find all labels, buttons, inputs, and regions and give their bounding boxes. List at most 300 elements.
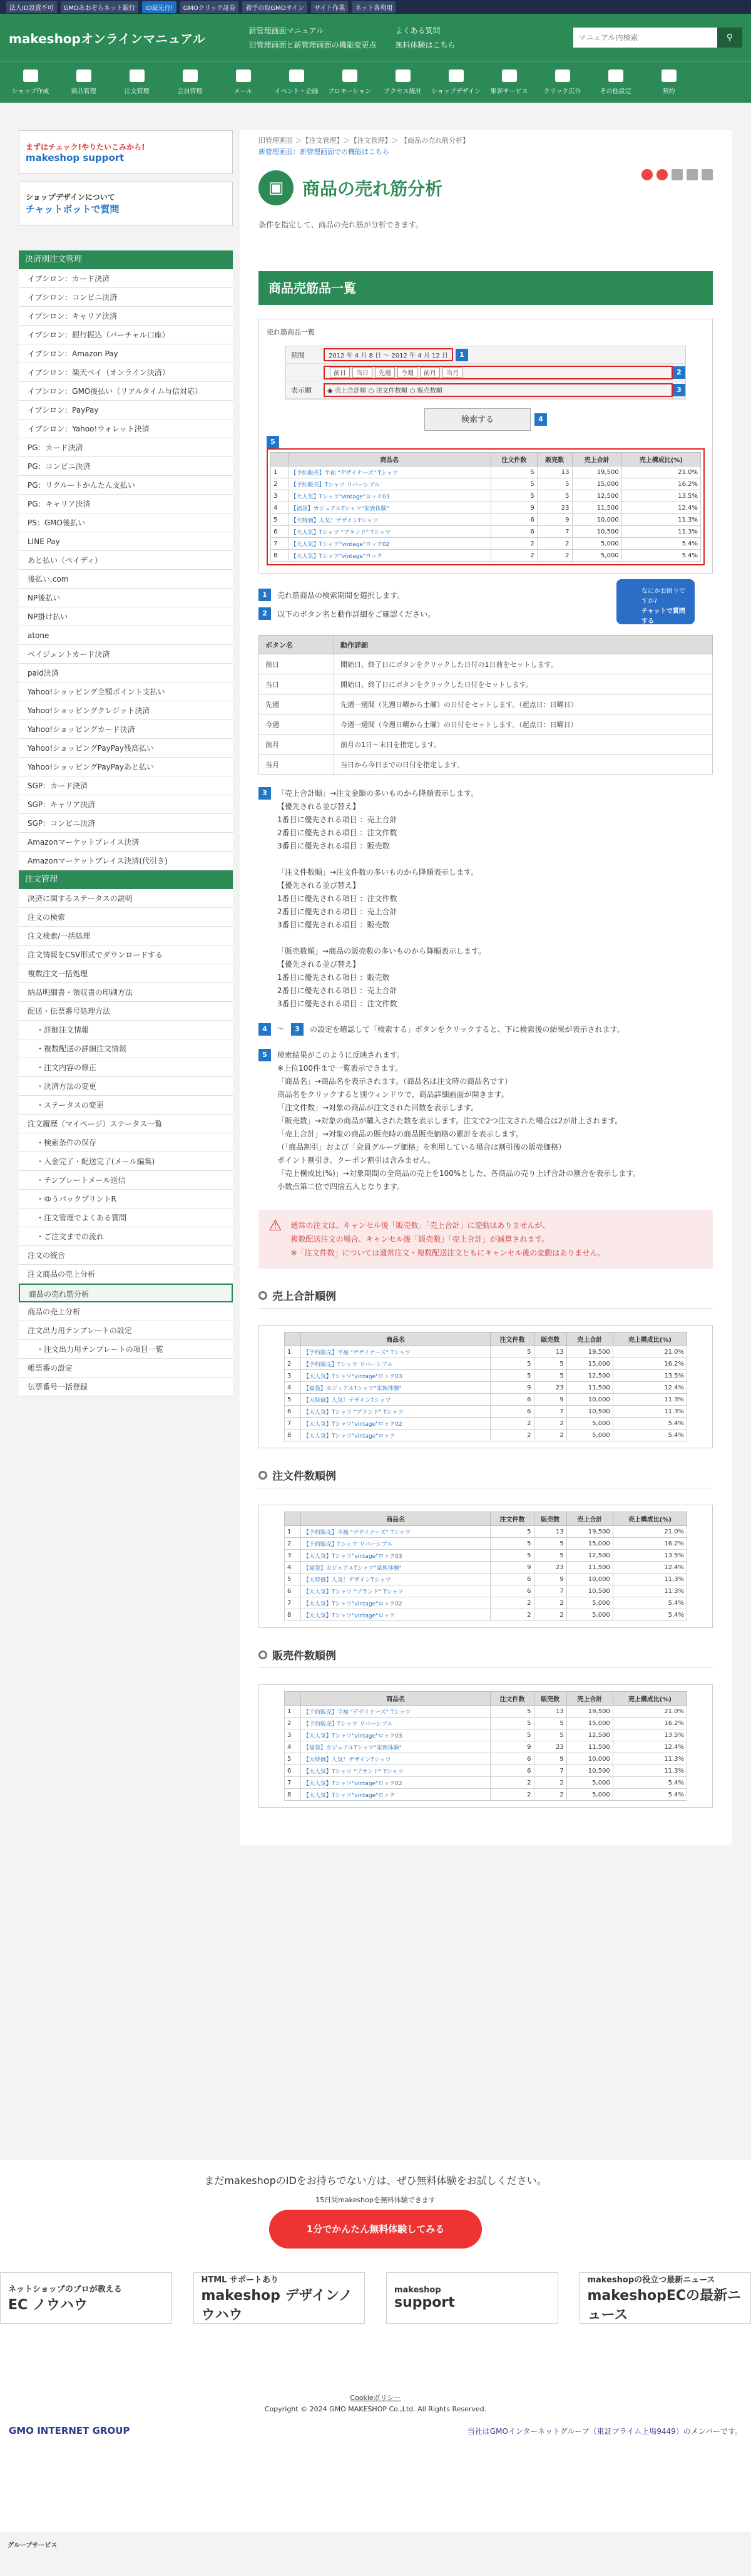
sidebar-item[interactable]: Yahoo!ショッピングクレジット決済	[19, 701, 233, 720]
cookie-policy-link[interactable]: Cookieポリシー	[350, 2394, 401, 2402]
sidebar-item[interactable]: 帳票番の設定	[19, 1359, 233, 1378]
free-trial-button[interactable]: 1分でかんたん無料体験してみる	[269, 2210, 482, 2249]
banner-line: ネットショップのプロが教える	[8, 2285, 122, 2294]
table-row	[285, 1358, 687, 1370]
cell-ratio: 5.4%	[613, 1430, 687, 1441]
product-link[interactable]: 【大人気】Tシャツ"vintage"ロック02	[288, 538, 491, 550]
row-index: 6	[285, 1765, 301, 1777]
footer-banner[interactable]	[386, 2272, 558, 2324]
cell-orders: 9	[491, 1741, 534, 1753]
cell-ratio: 21.0%	[621, 466, 700, 478]
sidebar-item[interactable]: 決済に関するステータスの説明	[19, 889, 233, 908]
cell-orders: 2	[491, 1777, 534, 1789]
cell-orders: 5	[491, 1729, 534, 1741]
search-button[interactable]	[717, 28, 742, 48]
product-link[interactable]: 【予約販売】半袖 "デザイナーズ" Tシャツ	[300, 1346, 491, 1358]
product-link[interactable]: 【大特価】人気！デザインTシャツ	[300, 1394, 491, 1406]
sidebar-item[interactable]: SGP：コンビニ決済	[19, 814, 233, 833]
button-row	[259, 694, 713, 714]
admin-change-link[interactable]: 旧管理画面と新管理画面の機能変更点	[248, 41, 377, 49]
nav-label: プロモーション	[327, 88, 372, 95]
topbar-link[interactable]: GMOあおぞらネット銀行	[61, 1, 138, 13]
cell-ratio: 11.3%	[613, 1574, 687, 1585]
product-link[interactable]: 【予約販売】Tシャツ リバーシブル	[300, 1718, 491, 1729]
row-index: 6	[285, 1585, 301, 1597]
product-link[interactable]: 【福袋】カジュアルTシャツ"家族体験"	[300, 1741, 491, 1753]
cell-sales: 10,000	[572, 514, 621, 526]
sidebar-item[interactable]: Yahoo!ショッピングPayPayあと払い	[19, 758, 233, 776]
page-lead: 条件を指定して、商品の売れ筋が分析できます。	[258, 220, 423, 229]
breadcrumb: 旧管理画面 ＞【注文管理】＞【注文管理】＞ 【商品の売れ筋分析】 新管理画面：新管理画面での機能はこちら	[258, 137, 469, 156]
topbar-link[interactable]: GMOクリック証券	[180, 1, 239, 13]
nav-item[interactable]	[483, 62, 536, 103]
cell-qty: 2	[537, 538, 572, 550]
sidebar-item[interactable]: ・注文管理でよくある質問	[19, 1208, 233, 1227]
col-header: 売上構成比(%)	[613, 1332, 687, 1346]
product-link[interactable]: 【大人気】Tシャツ"vintage"ロック02	[300, 1777, 491, 1789]
sidebar-item[interactable]: イプシロン：PayPay	[19, 401, 233, 420]
cell-ratio: 13.5%	[613, 1729, 687, 1741]
row-index: 6	[285, 1406, 301, 1418]
cell-sales: 19,500	[566, 1526, 613, 1538]
topbar-link[interactable]: 着手の取GMOサイン	[242, 1, 307, 13]
product-link[interactable]: 【予約販売】半袖 "デザイナーズ" Tシャツ	[300, 1526, 491, 1538]
sidebar-item[interactable]: NP掛け払い	[19, 607, 233, 626]
sidebar-item[interactable]: LINE Pay	[19, 532, 233, 551]
site-logo[interactable]: makeshopオンラインマニュアル	[9, 31, 205, 46]
nav-icon	[449, 70, 464, 82]
sidebar-item[interactable]: ・テンプレートメール送信	[19, 1171, 233, 1190]
footer-banner[interactable]	[193, 2272, 365, 2324]
share-icon[interactable]	[656, 169, 668, 180]
cell-qty: 5	[534, 1358, 566, 1370]
row-index: 8	[271, 550, 289, 562]
cell-orders: 5	[491, 478, 537, 490]
cell-sales: 10,500	[566, 1406, 613, 1418]
nav-item[interactable]	[376, 62, 429, 103]
sidebar-item[interactable]: PG：カード決済	[19, 438, 233, 457]
sidebar-item[interactable]: ・検索条件の保存	[19, 1133, 233, 1152]
button-name: 当日	[259, 674, 334, 694]
gmo-logo[interactable]: GMO INTERNET GROUP	[9, 2425, 130, 2436]
cell-ratio: 21.0%	[613, 1706, 687, 1718]
sidebar-item[interactable]: Yahoo!ショッピングカード決済	[19, 720, 233, 739]
cell-qty: 5	[534, 1729, 566, 1741]
product-link[interactable]: 【大人気】Tシャツ"vintage"ロック	[300, 1789, 491, 1801]
col-header: 商品名	[300, 1512, 491, 1526]
cell-orders: 2	[491, 1789, 534, 1801]
cell-qty: 5	[537, 478, 572, 490]
cell-ratio: 5.4%	[613, 1597, 687, 1609]
warning-box: ⚠ 通常の注文は、キャンセル後「販売数」「売上合計」に変動はありませんが、 複数配送注文の場合、キャンセル後「販売数」「売上合計」が減算されます。 ※「注文件数」については通常注文・複数配送注文ともにキャンセル後の変動はありません。	[258, 1210, 713, 1269]
group-services-title: グループサービス	[8, 2542, 58, 2549]
row-index: 4	[285, 1562, 301, 1574]
cell-qty: 13	[534, 1526, 566, 1538]
col-header: 売上合計	[566, 1692, 613, 1706]
product-link[interactable]: 【予約販売】半袖 "デザイナーズ" Tシャツ	[288, 466, 491, 478]
product-link[interactable]: 【大人気】Tシャツ"vintage"ロック03	[300, 1550, 491, 1562]
search-submit-button[interactable]: 検索する	[424, 408, 531, 431]
cell-sales: 15,000	[572, 478, 621, 490]
sidebar-item[interactable]: PS：GMO後払い	[19, 513, 233, 532]
print-icon[interactable]	[672, 169, 683, 180]
table-row	[285, 1741, 687, 1753]
col-index	[271, 453, 289, 466]
footer-banner[interactable]	[0, 2272, 172, 2324]
table-row	[285, 1538, 687, 1550]
sidebar-item[interactable]: PG：キャリア決済	[19, 495, 233, 513]
cell-orders: 6	[491, 1585, 534, 1597]
cell-ratio: 5.4%	[613, 1609, 687, 1621]
nav-label: 契約	[662, 88, 675, 95]
search-input[interactable]	[573, 28, 717, 48]
cell-ratio: 13.5%	[613, 1370, 687, 1382]
order-radio[interactable]: ○ 注文件数順	[368, 388, 407, 394]
nav-label: 会員管理	[177, 88, 203, 95]
sidebar-item[interactable]: 注文の検索	[19, 908, 233, 927]
cell-ratio: 16.2%	[613, 1358, 687, 1370]
shortcut-button[interactable]: 今週	[397, 367, 417, 378]
order-radio[interactable]: ◉ 売上合計順	[327, 388, 366, 394]
cell-qty: 5	[534, 1718, 566, 1729]
period-select[interactable]: 2012 年 4 月 8 日 〜 2012 年 4 月 12 日	[324, 348, 453, 361]
nav-icon	[662, 70, 677, 82]
sidebar-item[interactable]: ・決済方法の変更	[19, 1077, 233, 1096]
col-header: 販売数	[534, 1332, 566, 1346]
table-row	[285, 1706, 687, 1718]
product-link[interactable]: 【大人気】Tシャツ "ブランド" Tシャツ	[300, 1765, 491, 1777]
note-5: 検索結果がこのように反映されます。 ※上位100件まで一覧表示できます。 「商品名」→商品名を表示されます。（商品名は注文時の商品名です） 商品名をクリックすると別ウィンドウで、商品詳細画面が開きます。 「注文件数」→対象の商品が注文された回数を表示します。 「販売数」→対象の商品が購入された数を表示します。注文で2つ注文された場合は2が計上されます。 「売上合計」→対象の商品の販売時の商品販売価格の累計を表示します。 （「商品割引」および「会員グループ価格」を利用している場合は割引後の販売価格） ポイント割引き、クーポン割引は含みません。 「売上構成比(%)」→対象期間の全商品の売上を100%とした、各商品の売り上げ合計の割合を表示します。 小数点第二位で四捨五入となります。	[277, 1051, 641, 1191]
sidebar-item[interactable]: Amazonマーケットプレイス決済	[19, 833, 233, 852]
nav-icon	[342, 70, 357, 82]
sidebar-item[interactable]: NP後払い	[19, 589, 233, 607]
sidebar-group-order[interactable]: 注文管理	[19, 870, 233, 889]
cell-sales: 12,500	[572, 490, 621, 502]
product-link[interactable]: 【大特価】人気！デザインTシャツ	[288, 514, 491, 526]
banner-line: makeshop	[394, 2285, 441, 2295]
note-3: 「売上合計順」→注文金額の多いものから降順表示します。 【優先される並び替え】 1番目に優先される項目 ：売上合計 2番目に優先される項目 ：注文件数 3番目に優先される項目 ：販売数 「注文件数順」→注文件数の多いものから降順表示します。 【優先される並び替え】 1番目に優先される項目 ：注文件数 2番目に優先される項目 ：売上合計 3番目に優先される項目 ：販売数 「販売数順」→商品の販売数の多いものから降順表示します。 【優先される並び替え】 1番目に優先される項目 ：販売数 2番目に優先される項目 ：売上合計 3番目に優先される項目 ：注文件数	[277, 789, 486, 1008]
nav-item[interactable]	[270, 62, 323, 103]
sidebar-item[interactable]: 注文検索/一括処理	[19, 927, 233, 945]
cell-qty: 5	[537, 490, 572, 502]
product-link[interactable]: 【予約販売】Tシャツ リバーシブル	[300, 1358, 491, 1370]
cell-qty: 5	[534, 1538, 566, 1550]
shortcut-button[interactable]: 当月	[442, 367, 462, 378]
shortcut-button[interactable]: 前月	[420, 367, 440, 378]
row-index: 1	[285, 1706, 301, 1718]
cell-sales: 5,000	[566, 1777, 613, 1789]
new-admin-manual-link[interactable]: 新管理画面マニュアル	[248, 26, 324, 35]
nav-item[interactable]	[536, 62, 589, 103]
row-index: 7	[285, 1418, 301, 1430]
table-row	[285, 1562, 687, 1574]
product-link[interactable]: 【大人気】Tシャツ"vintage"ロック03	[300, 1729, 491, 1741]
cell-sales: 19,500	[566, 1706, 613, 1718]
cell-sales: 10,500	[566, 1765, 613, 1777]
sidebar-item[interactable]: イプシロン：カード決済	[19, 269, 233, 288]
cell-orders: 6	[491, 1406, 534, 1418]
product-link[interactable]: 【大人気】Tシャツ"vintage"ロック02	[300, 1597, 491, 1609]
warning-icon: ⚠	[268, 1217, 282, 1234]
cell-ratio: 5.4%	[613, 1777, 687, 1789]
sidebar-item[interactable]: 注文商品の売上分析	[19, 1265, 233, 1284]
cell-sales: 19,500	[572, 466, 621, 478]
sidebar-group-payment[interactable]: 決済別注文管理	[19, 250, 233, 269]
cell-qty: 5	[534, 1370, 566, 1382]
sidebar-item[interactable]: 注文出力用テンプレートの設定	[19, 1321, 233, 1340]
cell-ratio: 12.4%	[613, 1562, 687, 1574]
sidebar-item[interactable]: ・入金完了・配送完了(メール編集)	[19, 1152, 233, 1171]
cell-sales: 12,500	[566, 1550, 613, 1562]
shortcut-button[interactable]: 前日	[330, 367, 350, 378]
sidebar-item[interactable]: 複数注文一括処理	[19, 964, 233, 983]
col-header: 販売数	[537, 453, 572, 466]
nav-item[interactable]	[642, 62, 695, 103]
row-index: 2	[285, 1358, 301, 1370]
cell-qty: 5	[534, 1550, 566, 1562]
sidebar-item[interactable]: ・注文内容の修正	[19, 1058, 233, 1077]
row-index: 7	[285, 1777, 301, 1789]
nav-label: クリック広告	[543, 88, 581, 95]
sidebar-item[interactable]: 商品の売上分析	[19, 1302, 233, 1321]
table-row	[285, 1597, 687, 1609]
product-link[interactable]: 【福袋】カジュアルTシャツ"家族体験"	[288, 502, 491, 514]
nav-item[interactable]	[589, 62, 642, 103]
nav-item[interactable]	[110, 62, 163, 103]
topbar-link[interactable]: 法人ID設置不可	[6, 1, 57, 13]
cell-qty: 13	[534, 1346, 566, 1358]
sidebar-item[interactable]: SGP：カード決済	[19, 776, 233, 795]
nav-label: 集客サービス	[490, 88, 528, 95]
table-row	[285, 1394, 687, 1406]
shortcut-button[interactable]: 当日	[352, 367, 372, 378]
sidebar-item[interactable]: SGP：キャリア決済	[19, 795, 233, 814]
row-index: 1	[285, 1346, 301, 1358]
product-link[interactable]: 【福袋】カジュアルTシャツ"家族体験"	[300, 1562, 491, 1574]
new-admin-link[interactable]: 新管理画面：新管理画面での機能はこちら	[258, 148, 389, 156]
sidebar-item[interactable]: イプシロン：コンビニ決済	[19, 288, 233, 307]
col-index	[285, 1692, 301, 1706]
table-row	[285, 1585, 687, 1597]
shortcut-button[interactable]: 先週	[375, 367, 395, 378]
nav-label: アクセス統計	[384, 88, 422, 95]
cell-orders: 2	[491, 1430, 534, 1441]
sidebar-item[interactable]: paid決済	[19, 664, 233, 683]
table-row	[271, 490, 701, 502]
sidebar-item[interactable]: ・ステータスの変更	[19, 1096, 233, 1115]
button-desc: 今週一週間（今週日曜から土曜）の日付をセットします。（起点日：日曜日）	[334, 714, 713, 734]
product-link[interactable]: 【大人気】Tシャツ"vintage"ロック02	[300, 1418, 491, 1430]
page-title: 商品の売れ筋分析	[302, 178, 443, 199]
banner-title: makeshop デザインノウハウ	[201, 2287, 353, 2323]
col-header: 売上構成比(%)	[613, 1512, 687, 1526]
support-banner[interactable]: まずはチェック!やりたいこみから! makeshop support	[19, 130, 233, 174]
sidebar-item[interactable]: PG：コンビニ決済	[19, 457, 233, 476]
row-index: 3	[285, 1370, 301, 1382]
cell-orders: 5	[491, 1706, 534, 1718]
button-name: 前月	[259, 734, 334, 755]
sidebar-item[interactable]: ・ゆうパックプリントR	[19, 1190, 233, 1208]
cell-ratio: 21.0%	[613, 1346, 687, 1358]
top-service-bar	[0, 0, 751, 14]
cell-sales: 10,000	[566, 1753, 613, 1765]
sidebar-item[interactable]: あと払い（ペイディ）	[19, 551, 233, 570]
sidebar-item[interactable]: Amazonマーケットプレイス決済(代引き)	[19, 852, 233, 870]
cell-orders: 5	[491, 1346, 534, 1358]
pinterest-icon[interactable]	[641, 169, 653, 180]
sidebar-item[interactable]: ペイジェントカード決済	[19, 645, 233, 664]
cell-ratio: 11.3%	[621, 526, 700, 538]
sidebar-item[interactable]: 配送・伝票番号処理方法	[19, 1002, 233, 1021]
table-row	[285, 1550, 687, 1562]
table-row	[285, 1418, 687, 1430]
cell-orders: 5	[491, 490, 537, 502]
sidebar-item[interactable]: イプシロン：キャリア決済	[19, 307, 233, 326]
copyright: Copyright © 2024 GMO MAKESHOP Co.,Ltd. All Rights Reserved.	[264, 2405, 487, 2413]
row-index: 4	[271, 502, 289, 514]
table-row	[285, 1729, 687, 1741]
header-search	[573, 28, 742, 48]
mail-icon[interactable]	[687, 169, 698, 180]
button-row	[259, 674, 713, 694]
cell-ratio: 11.3%	[613, 1585, 687, 1597]
banner-title: makeshopECの最新ニュース	[587, 2287, 742, 2323]
col-index	[285, 1512, 301, 1526]
sidebar-item[interactable]: ・複数配送の詳細注文情報	[19, 1039, 233, 1058]
sidebar-item[interactable]: イプシロン：銀行振込（バーチャル口座）	[19, 326, 233, 344]
cell-qty: 2	[534, 1789, 566, 1801]
product-link[interactable]: 【大人気】Tシャツ "ブランド" Tシャツ	[288, 526, 491, 538]
nav-item[interactable]	[163, 62, 217, 103]
note-1: 売れ筋商品の検索期間を選択します。	[277, 590, 405, 600]
product-link[interactable]: 【大人気】Tシャツ"vintage"ロック03	[288, 490, 491, 502]
sidebar-item[interactable]: 注文情報をCSV形式でダウンロードする	[19, 945, 233, 964]
sidebar-item[interactable]: イプシロン：GMO後払い（リアルタイム与信対応）	[19, 382, 233, 401]
cell-sales: 5,000	[566, 1430, 613, 1441]
bookmark-icon[interactable]	[702, 169, 713, 180]
cell-qty: 13	[537, 466, 572, 478]
order-radio[interactable]: ○ 販売数順	[409, 388, 442, 394]
row-index: 3	[271, 490, 289, 502]
cell-ratio: 13.5%	[621, 490, 700, 502]
example-heading-orders: 注文件数順例	[258, 1467, 713, 1488]
button-desc: 当日から今日までの日付を指定します。	[334, 755, 713, 775]
col-header: 売上合計	[566, 1332, 613, 1346]
sidebar-item[interactable]: ・注文出力用テンプレートの項目一覧	[19, 1340, 233, 1359]
product-link[interactable]: 【大特価】人気！デザインTシャツ	[300, 1574, 491, 1585]
button-desc: 開始日、終了日にボタンをクリックした日付をセットします。	[334, 674, 713, 694]
footer-banner[interactable]	[580, 2272, 751, 2324]
chat-widget[interactable]: なにかお困りですか? チャットで質問する	[616, 579, 695, 624]
col-header: 売上構成比(%)	[613, 1692, 687, 1706]
sidebar-item[interactable]: Yahoo!ショッピング全額ポイント支払い	[19, 683, 233, 701]
topbar-link[interactable]: ID最先行!	[142, 1, 176, 13]
sidebar-item[interactable]: atone	[19, 626, 233, 645]
sidebar-item[interactable]: 注文の統合	[19, 1246, 233, 1265]
col-header: 商品名	[300, 1332, 491, 1346]
sidebar-item[interactable]: イプシロン：Yahoo!ウォレット決済	[19, 420, 233, 438]
sidebar-item[interactable]: 伝票番号一括登録	[19, 1378, 233, 1396]
sidebar-item[interactable]: ・詳細注文情報	[19, 1021, 233, 1039]
topbar-link[interactable]: ネット各利用	[352, 1, 396, 13]
product-link[interactable]: 【大人気】Tシャツ"vintage"ロック03	[300, 1370, 491, 1382]
product-link[interactable]: 【福袋】カジュアルTシャツ"家族体験"	[300, 1382, 491, 1394]
cell-sales: 10,500	[566, 1585, 613, 1597]
cell-orders: 5	[491, 1370, 534, 1382]
cell-ratio: 16.2%	[613, 1538, 687, 1550]
product-link[interactable]: 【大人気】Tシャツ"vintage"ロック	[300, 1609, 491, 1621]
sidebar-item[interactable]: 納品明細書・領収書の印刷方法	[19, 983, 233, 1002]
sidebar-item[interactable]: イプシロン：Amazon Pay	[19, 344, 233, 363]
product-link[interactable]: 【予約販売】Tシャツ リバーシブル	[288, 478, 491, 490]
nav-item[interactable]	[57, 62, 110, 103]
table-row	[271, 502, 701, 514]
table-row	[271, 514, 701, 526]
cell-orders: 5	[491, 1718, 534, 1729]
row-index: 6	[271, 526, 289, 538]
cell-sales: 15,000	[566, 1538, 613, 1550]
sidebar-item[interactable]: 商品の売れ筋分析	[19, 1284, 233, 1302]
row-index: 5	[285, 1394, 301, 1406]
sidebar-item[interactable]: 後払い.com	[19, 570, 233, 589]
cell-ratio: 13.5%	[613, 1550, 687, 1562]
cell-orders: 6	[491, 1765, 534, 1777]
product-link[interactable]: 【大人気】Tシャツ"vintage"ロック	[288, 550, 491, 562]
product-link[interactable]: 【予約販売】半袖 "デザイナーズ" Tシャツ	[300, 1706, 491, 1718]
cell-qty: 2	[534, 1609, 566, 1621]
nav-item[interactable]	[429, 62, 483, 103]
sidebar-item[interactable]: PG：リクルートかんたん支払い	[19, 476, 233, 495]
nav-icon	[130, 70, 145, 82]
banner-line: makeshopの役立つ最新ニュース	[587, 2275, 715, 2285]
product-link[interactable]: 【大人気】Tシャツ "ブランド" Tシャツ	[300, 1585, 491, 1597]
row-index: 2	[271, 478, 289, 490]
sidebar-item[interactable]: イプシロン：楽天ペイ（オンライン決済）	[19, 363, 233, 382]
col-header: 販売数	[534, 1512, 566, 1526]
nav-item[interactable]	[217, 62, 270, 103]
nav-icon	[396, 70, 411, 82]
sidebar-item[interactable]: Yahoo!ショッピングPayPay残高払い	[19, 739, 233, 758]
button-row	[259, 755, 713, 775]
sidebar-item[interactable]: ・ご注文までの流れ	[19, 1227, 233, 1246]
cell-sales: 5,000	[572, 550, 621, 562]
product-link[interactable]: 【予約販売】Tシャツ リバーシブル	[300, 1538, 491, 1550]
button-table: ボタン名 動作詳細 前日 開始日、終了日にボタンをクリックした日付の1日前をセットします。 当日 開始日、終了日にボタンをクリックした日付をセットします。 先週 先週一週間（先週日曜から土曜）の日付をセットします。（起点日：日曜日） 今週 今週一週間（今週日曜から土曜）の日付をセットします。（起点日：日曜日） 前月 前月の1日〜末日を指定します。 当月 当日から今日までの日付を指定します。	[258, 635, 713, 775]
table-row	[285, 1430, 687, 1441]
cell-orders: 5	[491, 1526, 534, 1538]
cell-ratio: 11.3%	[613, 1765, 687, 1777]
chatbot-banner[interactable]: ショップデザインについて チャットボットで質問	[19, 182, 233, 225]
cell-ratio: 16.2%	[613, 1718, 687, 1729]
product-link[interactable]: 【大特価】人気！デザインTシャツ	[300, 1753, 491, 1765]
topbar-link[interactable]: サイト作業	[311, 1, 348, 13]
row-index: 2	[285, 1718, 301, 1729]
sidebar-item[interactable]: 注文履歴（マイページ）ステータス一覧	[19, 1115, 233, 1133]
row-index: 4	[285, 1741, 301, 1753]
gmo-note[interactable]: 当社はGMOインターネットグループ（東証プライム上場9449）のメンバーです。	[467, 2426, 742, 2436]
free-trial-link[interactable]: 無料体験はこちら	[395, 41, 456, 49]
table-row	[285, 1789, 687, 1801]
button-name: 当月	[259, 755, 334, 775]
nav-item[interactable]	[4, 62, 57, 103]
product-link[interactable]: 【大人気】Tシャツ"vintage"ロック	[300, 1430, 491, 1441]
faq-link[interactable]: よくある質問	[395, 26, 441, 35]
button-row	[259, 714, 713, 734]
nav-item[interactable]	[323, 62, 376, 103]
cell-orders: 6	[491, 1574, 534, 1585]
product-link[interactable]: 【大人気】Tシャツ "ブランド" Tシャツ	[300, 1406, 491, 1418]
row-index: 3	[285, 1550, 301, 1562]
